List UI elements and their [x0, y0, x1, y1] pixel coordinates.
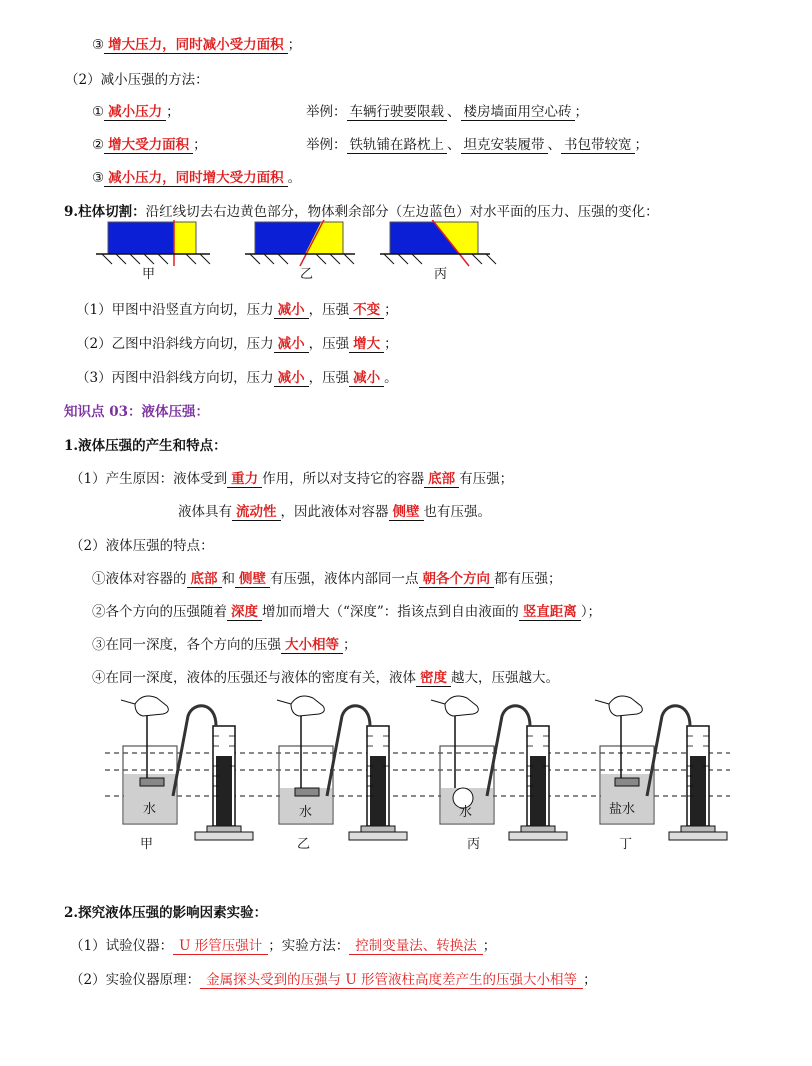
question-text: （3）丙图中沿斜线方向切，压力 [76, 370, 274, 386]
reduce-item-3 [92, 168, 301, 188]
punct: ； [574, 104, 588, 120]
question-text: （2）乙图中沿斜线方向切，压力 [76, 336, 274, 352]
punct: ； [634, 137, 648, 153]
answer: 减小 [274, 336, 309, 353]
reduce-item-1 [92, 102, 180, 122]
experiment-item-1 [70, 936, 496, 956]
example: 车辆行驶要限载 [347, 104, 448, 121]
answer: 增大 [349, 336, 384, 353]
experiment-heading: 2.探究液体压强的影响因素实验： [64, 905, 268, 921]
text: ③在同一深度，各个方向的压强 [92, 637, 281, 653]
text: ①液体对容器的 [92, 571, 187, 587]
blue-block [108, 222, 174, 254]
punct: 、 [447, 104, 461, 120]
punct: ； [384, 336, 398, 352]
punct: ； [166, 104, 180, 120]
liquid-label: 盐水 [609, 802, 636, 817]
answer: 朝各个方向 [419, 571, 495, 588]
section-heading: 柱体切割： [78, 204, 146, 220]
apparatus-ding [595, 696, 727, 852]
section-description: 沿红线切去右边黄色部分，物体剩余部分（左边蓝色）对水平面的压力、压强的变化： [145, 204, 659, 220]
section-number: 9. [64, 204, 79, 220]
reduce-example-1 [306, 102, 588, 122]
text: （2）实验仪器原理： [70, 972, 201, 988]
text: ，因此液体对容器 [280, 504, 389, 520]
label-yi: 乙 [300, 267, 314, 282]
liquid-label: 水 [299, 805, 313, 820]
apparatus-label: 丙 [467, 837, 481, 852]
answer: 深度 [227, 604, 262, 621]
example: 坦克安装履带 [461, 137, 548, 154]
section-9-title [64, 202, 659, 222]
answer: 底部 [424, 471, 459, 488]
reduce-example-2 [306, 135, 648, 155]
feature-3 [92, 635, 357, 655]
example: 书包带较宽 [561, 137, 635, 154]
punct: 、 [547, 137, 561, 153]
item-number: ③ [92, 170, 105, 186]
cause-line-1 [70, 469, 513, 489]
example-label: 举例： [306, 104, 347, 120]
text: （1）产生原因：液体受到 [70, 471, 228, 487]
answer: 侧壁 [235, 571, 270, 588]
text: 有压强； [459, 471, 514, 487]
punct: 、 [447, 137, 461, 153]
answer: 重力 [227, 471, 262, 488]
diagram-jia [96, 220, 210, 282]
liquid-heading-1: 1.液体压强的产生和特点： [64, 438, 227, 454]
features-title: （2）液体压强的特点： [70, 538, 214, 554]
answer: 密度 [416, 670, 451, 687]
punct: 。 [287, 170, 302, 186]
reduce-title: （2）减小压强的方法： [65, 72, 209, 88]
text: 和 [221, 571, 235, 587]
cause-line-2 [178, 502, 491, 522]
answer: 减小压力 [104, 104, 166, 121]
knowledge-point-title: 知识点 03：液体压强： [64, 404, 209, 420]
yellow-block [174, 222, 196, 254]
question-text: ，压强 [308, 302, 350, 318]
item-number: ② [92, 137, 105, 153]
answer: 减小 [349, 370, 384, 387]
liquid-label: 水 [143, 802, 157, 817]
diagram-bing [380, 220, 496, 282]
experiment-item-2 [70, 970, 597, 990]
example: 楼房墙面用空心砖 [461, 104, 575, 121]
text: ；实验方法： [268, 938, 350, 954]
label-jia: 甲 [142, 267, 156, 282]
text: 增加而增大（“深度”：指该点到自由液面的 [262, 604, 519, 620]
cut-question-1 [76, 300, 398, 320]
item-number: ① [92, 104, 105, 120]
answer: 大小相等 [281, 637, 343, 654]
feature-4 [92, 668, 559, 688]
question-text: ，压强 [308, 370, 350, 386]
apparatus-jia [121, 696, 253, 852]
text: ； [343, 637, 357, 653]
answer: 减小 [274, 370, 309, 387]
text: ②各个方向的压强随着 [92, 604, 227, 620]
answer: 底部 [187, 571, 222, 588]
answer: 不变 [349, 302, 384, 319]
text: 作用，所以对支持它的容器 [262, 471, 425, 487]
question-text: ，压强 [308, 336, 350, 352]
punct: ； [384, 302, 398, 318]
answer: 竖直距离 [519, 604, 581, 621]
question-text: （1）甲图中沿竖直方向切，压力 [76, 302, 274, 318]
answer: 流动性 [232, 504, 281, 521]
text: 也有压强。 [423, 504, 491, 520]
answer: 增大压力，同时减小受力面积 [104, 37, 288, 54]
cut-diagrams [90, 220, 510, 282]
answer: 侧壁 [389, 504, 424, 521]
diagram-yi [245, 220, 355, 282]
text: （1）试验仪器： [70, 938, 174, 954]
liquid-label: 水 [459, 805, 473, 820]
reduce-item-2 [92, 135, 207, 155]
item-number: ③ [92, 37, 105, 53]
answer: 减小 [274, 302, 309, 319]
apparatus-bing [431, 696, 567, 852]
cut-question-3 [76, 368, 398, 388]
text: 液体具有 [178, 504, 232, 520]
pressure-gauge-illustration [95, 688, 735, 858]
text: ④在同一深度，液体的压强还与液体的密度有关，液体 [92, 670, 416, 686]
text: 有压强，液体内部同一点 [270, 571, 419, 587]
text: 都有压强； [494, 571, 562, 587]
feature-1 [92, 569, 562, 589]
apparatus-label: 甲 [140, 837, 154, 852]
answer: 控制变量法、转换法 [349, 938, 483, 955]
answer: U 形管压强计 [173, 938, 268, 955]
apparatus-label: 丁 [619, 837, 633, 852]
text: ； [583, 972, 597, 988]
apparatus-yi [277, 696, 407, 852]
feature-2 [92, 602, 601, 622]
text: ）； [580, 604, 602, 620]
item-increase-3 [92, 35, 301, 55]
text: ； [482, 938, 497, 954]
answer: 金属探头受到的压强与 U 形管液柱高度差产生的压强大小相等 [200, 972, 583, 989]
answer: 增大受力面积 [104, 137, 193, 154]
answer: 减小压力，同时增大受力面积 [104, 170, 288, 187]
punct: ； [287, 37, 302, 53]
punct: ； [193, 137, 207, 153]
label-bing: 丙 [434, 267, 448, 282]
example-label: 举例： [306, 137, 347, 153]
example: 铁轨铺在路枕上 [347, 137, 448, 154]
text: 越大，压强越大。 [451, 670, 559, 686]
cut-question-2 [76, 334, 398, 354]
punct: 。 [384, 370, 398, 386]
apparatus-label: 乙 [297, 837, 311, 852]
